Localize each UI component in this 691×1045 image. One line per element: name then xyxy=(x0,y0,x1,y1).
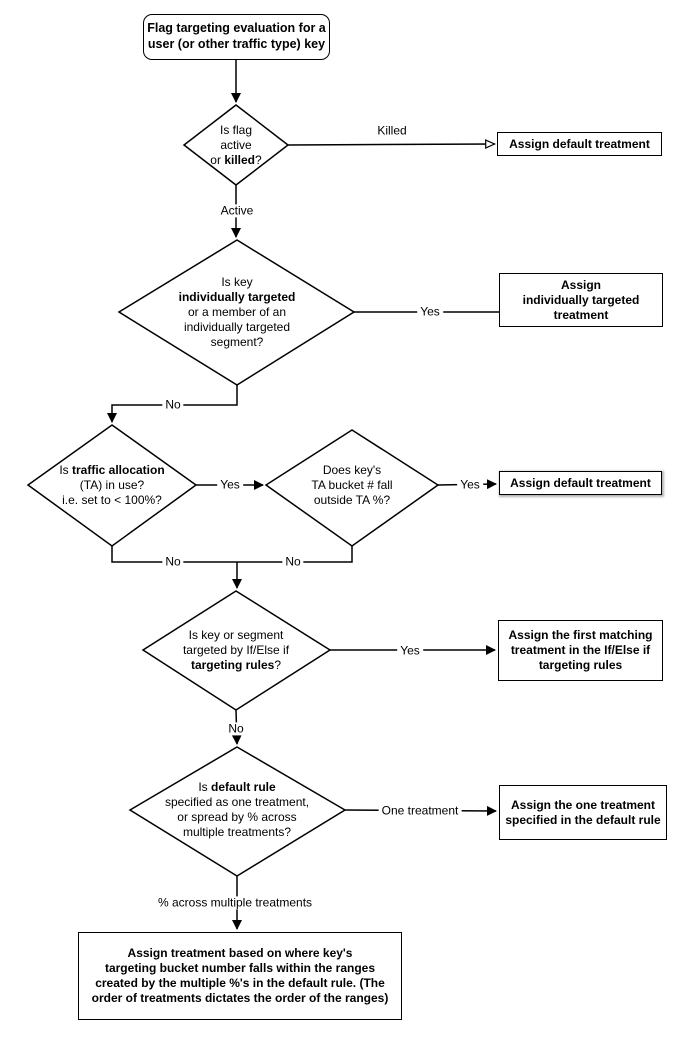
start-node: Flag targeting evaluation for a user (or other traffic type) key xyxy=(143,14,330,60)
edge-label-active: Active xyxy=(218,204,257,217)
edge-label-no-individual: No xyxy=(162,398,183,411)
decision-ta-bucket-shape xyxy=(266,430,438,546)
edge-label-one-treatment: One treatment xyxy=(379,804,462,817)
edge-label-yes-bucket: Yes xyxy=(457,478,483,491)
edge-label-pct-multiple: % across multiple treatments xyxy=(155,896,315,909)
edge-label-no-rules: No xyxy=(225,722,246,735)
decision-traffic-allocation-text: Is traffic allocation (TA) in use? i.e. set to < 100%? xyxy=(59,462,165,507)
decision-targeting-rules-text: Is key or segment targeted by If/Else if targeting rules? xyxy=(182,627,290,672)
decision-flag-active-text: Is flag active or killed? xyxy=(210,122,262,167)
edge-label-no-bucket: No xyxy=(282,555,303,568)
edge-label-yes-individual: Yes xyxy=(417,305,443,318)
edge-label-killed: Killed xyxy=(374,124,409,137)
decision-targeting-rules-shape xyxy=(143,591,330,710)
decision-individually-targeted-shape xyxy=(119,240,354,385)
result-individually-targeted-treatment: Assign individually targeted treatment xyxy=(499,273,663,327)
edge-label-no-traffic: No xyxy=(162,555,183,568)
result-first-matching-treatment: Assign the first matching treatment in the If/Else if targeting rules xyxy=(498,620,663,681)
decision-ta-bucket-text: Does key's TA bucket # fall outside TA %? xyxy=(311,462,393,507)
decision-default-rule-shape xyxy=(130,747,345,876)
edge-killed xyxy=(288,144,495,145)
decision-individually-targeted-text: Is key individually targeted or a member of an individually targeted segment? xyxy=(178,274,296,349)
edge-label-yes-rules: Yes xyxy=(397,644,423,657)
result-treatment-by-ranges: Assign treatment based on where key's targeting bucket number falls within the ranges created by the multiple %'s in the default rule. (The order of treatments dictates the order of the ranges) xyxy=(78,932,402,1020)
decision-traffic-allocation-shape xyxy=(28,425,196,546)
decision-flag-active-shape xyxy=(184,105,288,185)
result-one-treatment-default-rule: Assign the one treatment specified in the default rule xyxy=(499,785,667,840)
decision-default-rule-text: Is default rule specified as one treatment, or spread by % across multiple treatments? xyxy=(164,780,310,839)
result-default-treatment-killed: Assign default treatment xyxy=(497,132,662,156)
result-default-treatment-ta: Assign default treatment xyxy=(499,471,662,495)
edge-label-yes-traffic: Yes xyxy=(217,478,243,491)
